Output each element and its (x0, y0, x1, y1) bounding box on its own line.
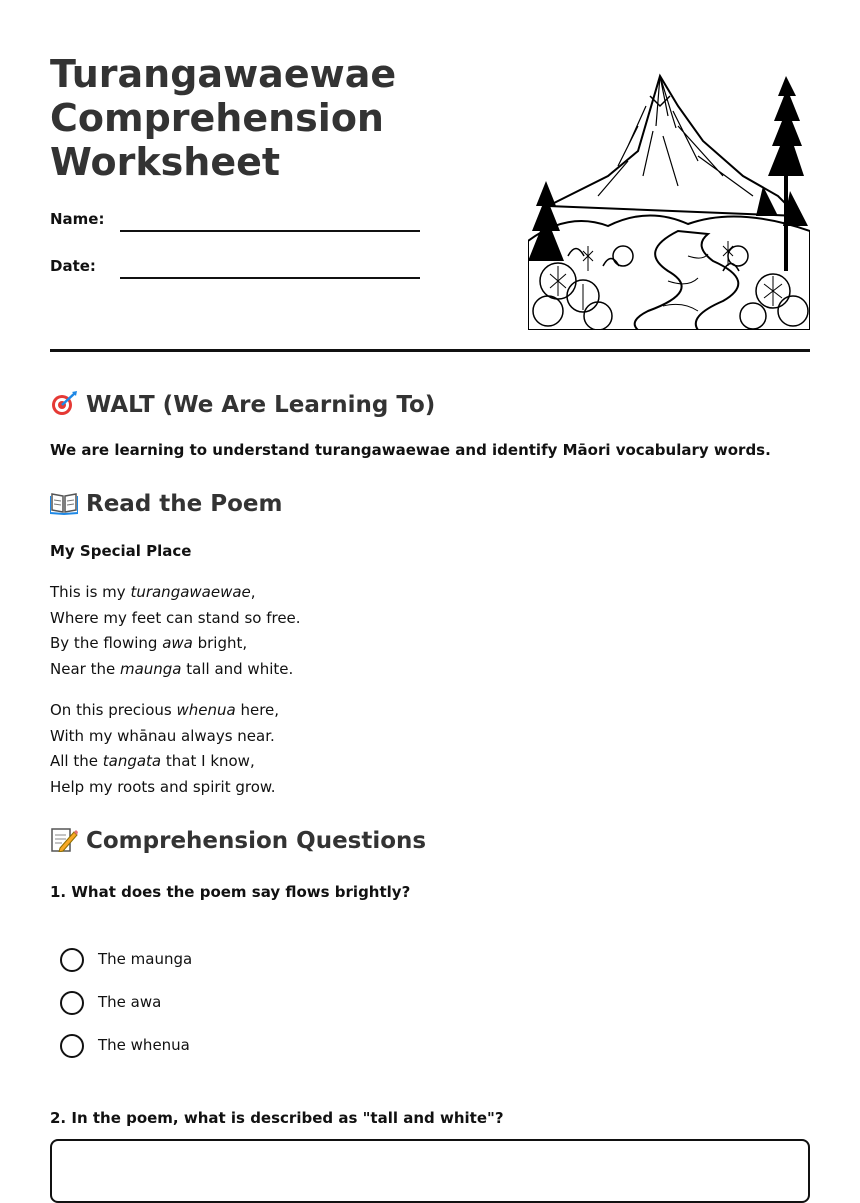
name-line[interactable] (120, 230, 420, 232)
poem-line (50, 657, 301, 683)
poem-title: My Special Place (50, 542, 192, 560)
walt-statement: We are learning to understand turangawaewae and identify Māori vocabulary words. (50, 441, 771, 459)
maori-word: awa (162, 634, 193, 652)
poem-heading (50, 489, 283, 518)
poem-line-text: Help my roots and spirit grow. (50, 777, 276, 796)
questions-heading-text: Comprehension Questions (86, 828, 427, 854)
open-book-icon (50, 489, 78, 515)
poem-line-text: here, (235, 701, 280, 719)
walt-heading (50, 390, 435, 419)
poem-line-text: By the flowing (50, 634, 163, 652)
poem-line-text: , (250, 583, 256, 601)
question-1: 1. What does the poem say flows brightly? (50, 883, 411, 901)
radio-button[interactable] (60, 991, 84, 1015)
mountain-landscape-illustration (528, 66, 810, 330)
walt-heading-text: WALT (We Are Learning To) (86, 392, 436, 418)
title-line: Worksheet (50, 140, 281, 184)
poem-line-text: tall and white. (181, 659, 294, 678)
poem-stanza-1 (50, 580, 301, 682)
question-2: 2. In the poem, what is described as "tall and white"? (50, 1109, 504, 1127)
radio-button[interactable] (60, 948, 84, 972)
title-line: Comprehension (50, 96, 384, 140)
name-label: Name: (50, 210, 105, 228)
maori-word: turangawaewae (130, 583, 251, 601)
poem-line (50, 631, 301, 657)
memo-pencil-icon (50, 826, 78, 852)
option-label[interactable]: The awa (98, 993, 162, 1011)
maori-word: maunga (119, 659, 182, 678)
target-dart-icon (50, 390, 78, 416)
worksheet-title (50, 52, 510, 184)
poem-line (50, 580, 301, 606)
date-label: Date: (50, 257, 96, 275)
header-divider (50, 349, 810, 352)
title-line: Turangawaewae (50, 52, 397, 96)
maori-word: tangata (102, 752, 162, 770)
radio-button[interactable] (60, 1034, 84, 1058)
poem-line (50, 724, 279, 750)
poem-line-text: Near the (50, 659, 120, 678)
poem-line-text: that I know, (161, 752, 255, 770)
poem-line (50, 606, 301, 632)
poem-line-text: This is my (50, 583, 131, 601)
poem-line-text: All the (50, 752, 103, 770)
poem-line-text: With my whānau always near. (50, 726, 275, 745)
date-line[interactable] (120, 277, 420, 279)
option-label[interactable]: The whenua (98, 1036, 190, 1054)
poem-stanza-2 (50, 698, 279, 800)
poem-heading-text: Read the Poem (86, 491, 283, 517)
q2-answer-box[interactable] (50, 1139, 810, 1203)
poem-line (50, 698, 279, 724)
name-field[interactable] (50, 210, 420, 240)
poem-line-text: Where my feet can stand so free. (50, 608, 301, 627)
poem-line (50, 749, 279, 775)
poem-line-text: On this precious (50, 701, 177, 719)
questions-heading (50, 826, 426, 855)
poem-line-text: bright, (192, 634, 248, 652)
poem-line (50, 775, 279, 801)
date-field[interactable] (50, 257, 420, 287)
worksheet-header (50, 52, 810, 332)
maori-word: whenua (176, 701, 236, 719)
option-label[interactable]: The maunga (98, 950, 193, 968)
